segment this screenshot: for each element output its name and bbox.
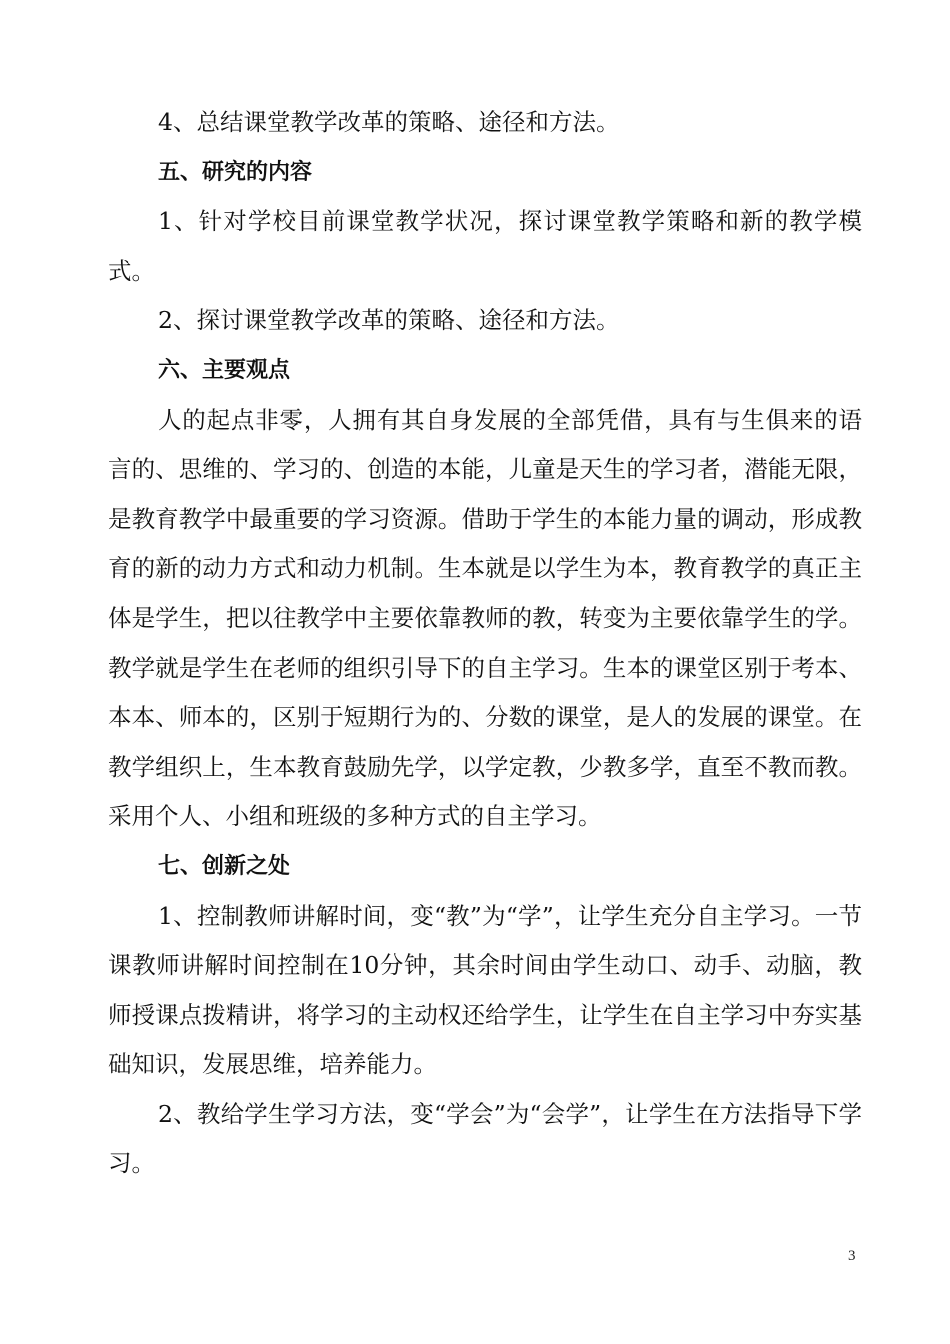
paragraph-research-item-2: 2、探讨课堂教学改革的策略、途径和方法。 <box>158 306 620 335</box>
section-heading-research-content: 五、研究的内容 <box>158 159 313 185</box>
page-content <box>108 98 862 1189</box>
paragraph-innovation-1: 1、控制教师讲解时间，变“教”为“学”，让学生充分自主学习。一节课教师讲解时间控制在10分钟，其余时间由学生动口、动手、动脑，教师授课点拨精讲，将学习的主动权还给学生，让学生在自主学习中夯实基础知识，发展思维，培养能力。 <box>108 901 862 1079</box>
paragraph-research-item-1: 1、针对学校目前课堂教学状况，探讨课堂教学策略和新的教学模式。 <box>108 207 862 285</box>
paragraph-main-viewpoints: 人的起点非零，人拥有其自身发展的全部凭借，具有与生俱来的语言的、思维的、学习的、创造的本能，儿童是天生的学习者，潜能无限，是教育教学中最重要的学习资源。借助于学生的本能力量的调动，形成教育的新的动力方式和动力机制。生本就是以学生为本，教育教学的真正主体是学生，把以往教学中主要依靠教师的教，转变为主要依靠学生的学。教学就是学生在老师的组织引导下的自主学习。生本的课堂区别于考本、本本、师本的，区别于短期行为的、分数的课堂，是人的发展的课堂。在教学组织上，生本教育鼓励先学，以学定教，少教多学，直至不教而教。采用个人、小组和班级的多种方式的自主学习。 <box>108 405 862 831</box>
page-number: 3 <box>848 1248 856 1264</box>
section-heading-main-viewpoints: 六、主要观点 <box>158 357 291 383</box>
paragraph-innovation-2: 2、教给学生学习方法，变“学会”为“会学”，让学生在方法指导下学习。 <box>108 1099 862 1178</box>
section-heading-innovations: 七、创新之处 <box>158 853 291 879</box>
paragraph-summary-strategy: 4、总结课堂教学改革的策略、途径和方法。 <box>158 108 620 136</box>
